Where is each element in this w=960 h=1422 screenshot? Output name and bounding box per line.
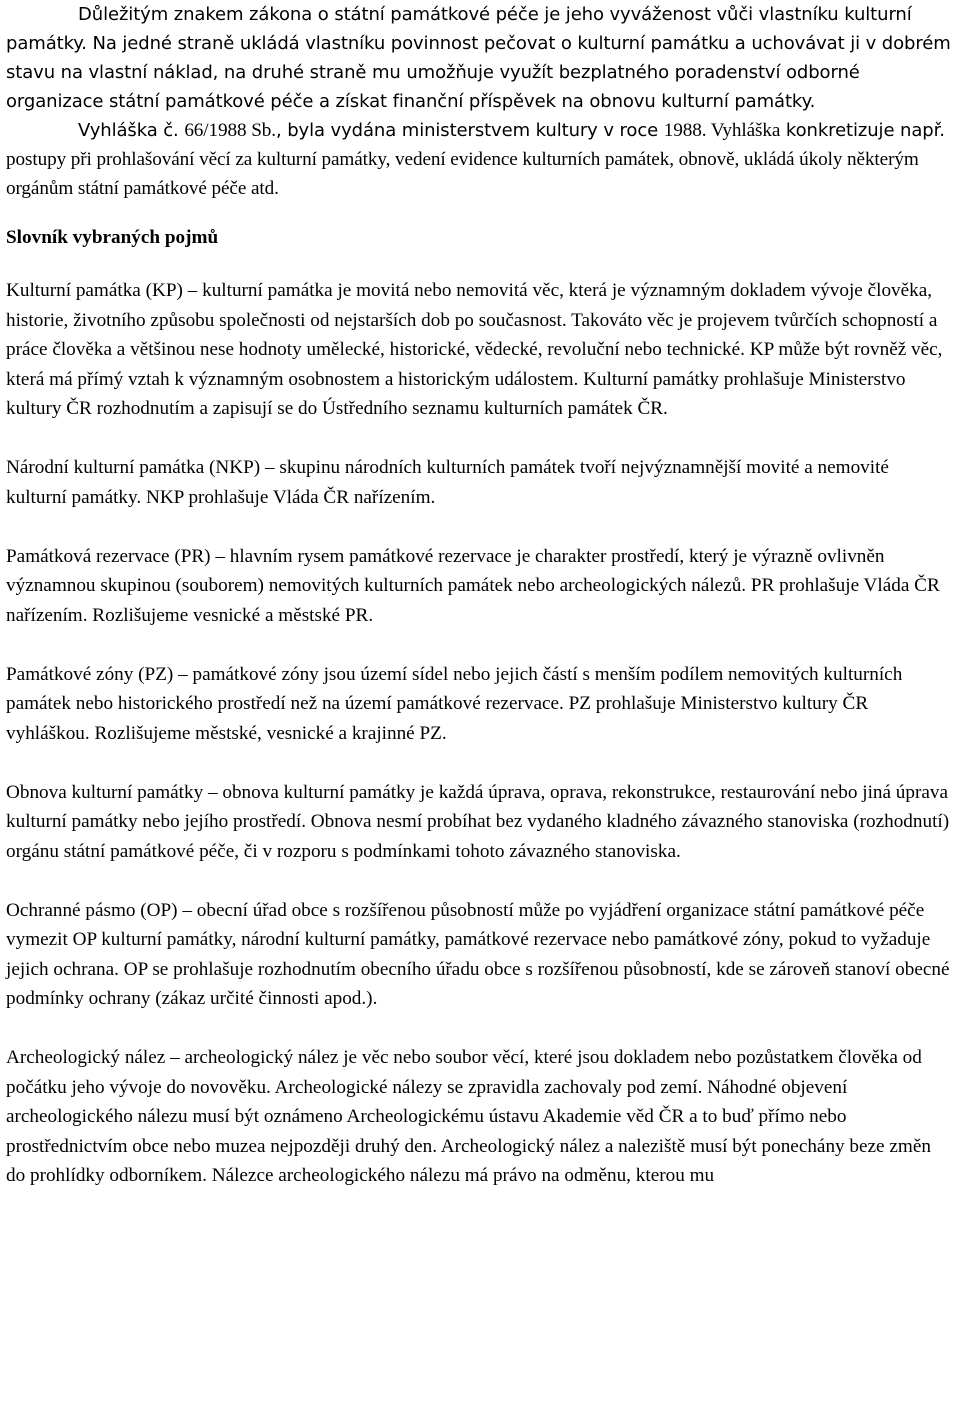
vyhlaska-text-4: postupy při prohlašování věcí za kulturní památky, vedení evidence kulturních památek, obnově, ukládá úkoly některým orgánům státní památkové péče atd. — [6, 149, 919, 199]
glossary-entry-pamatkove-zony: Památkové zóny (PZ) – památkové zóny jsou území sídel nebo jejich částí s menším podílem nemovitých kulturních památek nebo historického prostředí než na území památkové rezervace. PZ prohlašuje Ministerstvo kultury ČR vyhláškou. Rozlišujeme městské, vesnické a krajinné PZ. — [6, 663, 903, 744]
glossary-entry-obnova-kulturni-pamatky: Obnova kulturní památky – obnova kulturní památky je každá úprava, oprava, rekonstrukce, restaurování nebo jiná úprava kulturní památky nebo jejího prostředí. Obnova nesmí probíhat bez vydaného kladného závazného stanoviska (rozhodnutí) orgánu státní památkové péče, či v rozporu s podmínkami tohoto závazného stanoviska. — [6, 781, 950, 862]
vyhlaska-number: 66/1988 Sb. — [184, 120, 276, 141]
glossary-entry-kulturni-pamatka: Kulturní památka (KP) – kulturní památka je movitá nebo nemovitá věc, která je významným dokladem vývoje člověka, historie, životního způsobu společnosti od nejstarších dob po současnost. Takováto věc je projevem tvůrčích schopností a práce člověka a většinou nese hodnoty umělecké, historické, vědecké, revoluční nebo technické. KP může být rovněž věc, která má přímý vztah k významným osobnostem a historickým událostem. Kulturní památky prohlašuje Ministerstvo kultury ČR rozhodnutím a zapisují se do Ústředního seznamu kulturních památek ČR. — [6, 280, 943, 419]
vyhlaska-text-2: , byla vydána ministerstvem kultury v roce — [275, 120, 664, 141]
vyhlaska-year: 1988. Vyhláška — [663, 120, 781, 141]
intro-text: Důležitým znakem zákona o státní památkové péče je jeho vyváženost vůči vlastníku kulturní památky. Na jedné straně ukládá vlastníku povinnost pečovat o kulturní památku a uchovávat ji v dobrém stavu na vlastní náklad, na druhé straně mu umožňuje využít bezplatného poradenství odborné organizace státní památkové péče a získat finanční příspěvek na obnovu kulturní památky. — [6, 4, 951, 112]
vyhlaska-paragraph — [6, 116, 954, 203]
document-page — [6, 0, 954, 1220]
glossary-entry-archeologicky-nalez: Archeologický nález – archeologický nález je věc nebo soubor věcí, které jsou dokladem nebo pozůstatkem člověka od počátku jeho vývoje do novověku. Archeologické nálezy se zpravidla zachovaly pod zemí. Náhodné objevení archeologického nálezu musí být oznámeno Archeologickému ústavu Akademie věd ČR a to buď přímo nebo prostřednictvím obce nebo muzea nejpozději druhý den. Archeologický nález a naleziště musí být ponechány beze změn do prohlídky odborníkem. Nálezce archeologického nálezu má právo na odměnu, kterou mu — [6, 1047, 931, 1186]
vyhlaska-text-1: Vyhláška č. — [78, 120, 185, 141]
glossary-entry-ochranne-pasmo: Ochranné pásmo (OP) – obecní úřad obce s rozšířenou působností může po vyjádření organizace státní památkové péče vymezit OP kulturní památky, národní kulturní památky, památkové rezervace nebo památkové zóny, pokud to vyžaduje jejich ochrana. OP se prohlašuje rozhodnutím obecního úřadu obce s rozšířenou působností, kde se zároveň stanoví obecné podmínky ochrany (zákaz určité činnosti apod.). — [6, 899, 950, 1009]
glossary-entry-narodni-kulturni-pamatka: Národní kulturní památka (NKP) – skupinu národních kulturních památek tvoří nejvýznamnější movité a nemovité kulturní památky. NKP prohlašuje Vláda ČR nařízením. — [6, 457, 889, 508]
intro-paragraph — [6, 0, 954, 116]
glossary-entry-pamatkova-rezervace: Památková rezervace (PR) – hlavním rysem památkové rezervace je charakter prostředí, který je výrazně ovlivněn významnou skupinou (souborem) nemovitých kulturních památek nebo archeologických nálezů. PR prohlašuje Vláda ČR nařízením. Rozlišujeme vesnické a městské PR. — [6, 545, 940, 626]
vyhlaska-text-3: konkretizuje např. — [780, 120, 945, 141]
glossary-heading: Slovník vybraných pojmů — [6, 227, 219, 248]
